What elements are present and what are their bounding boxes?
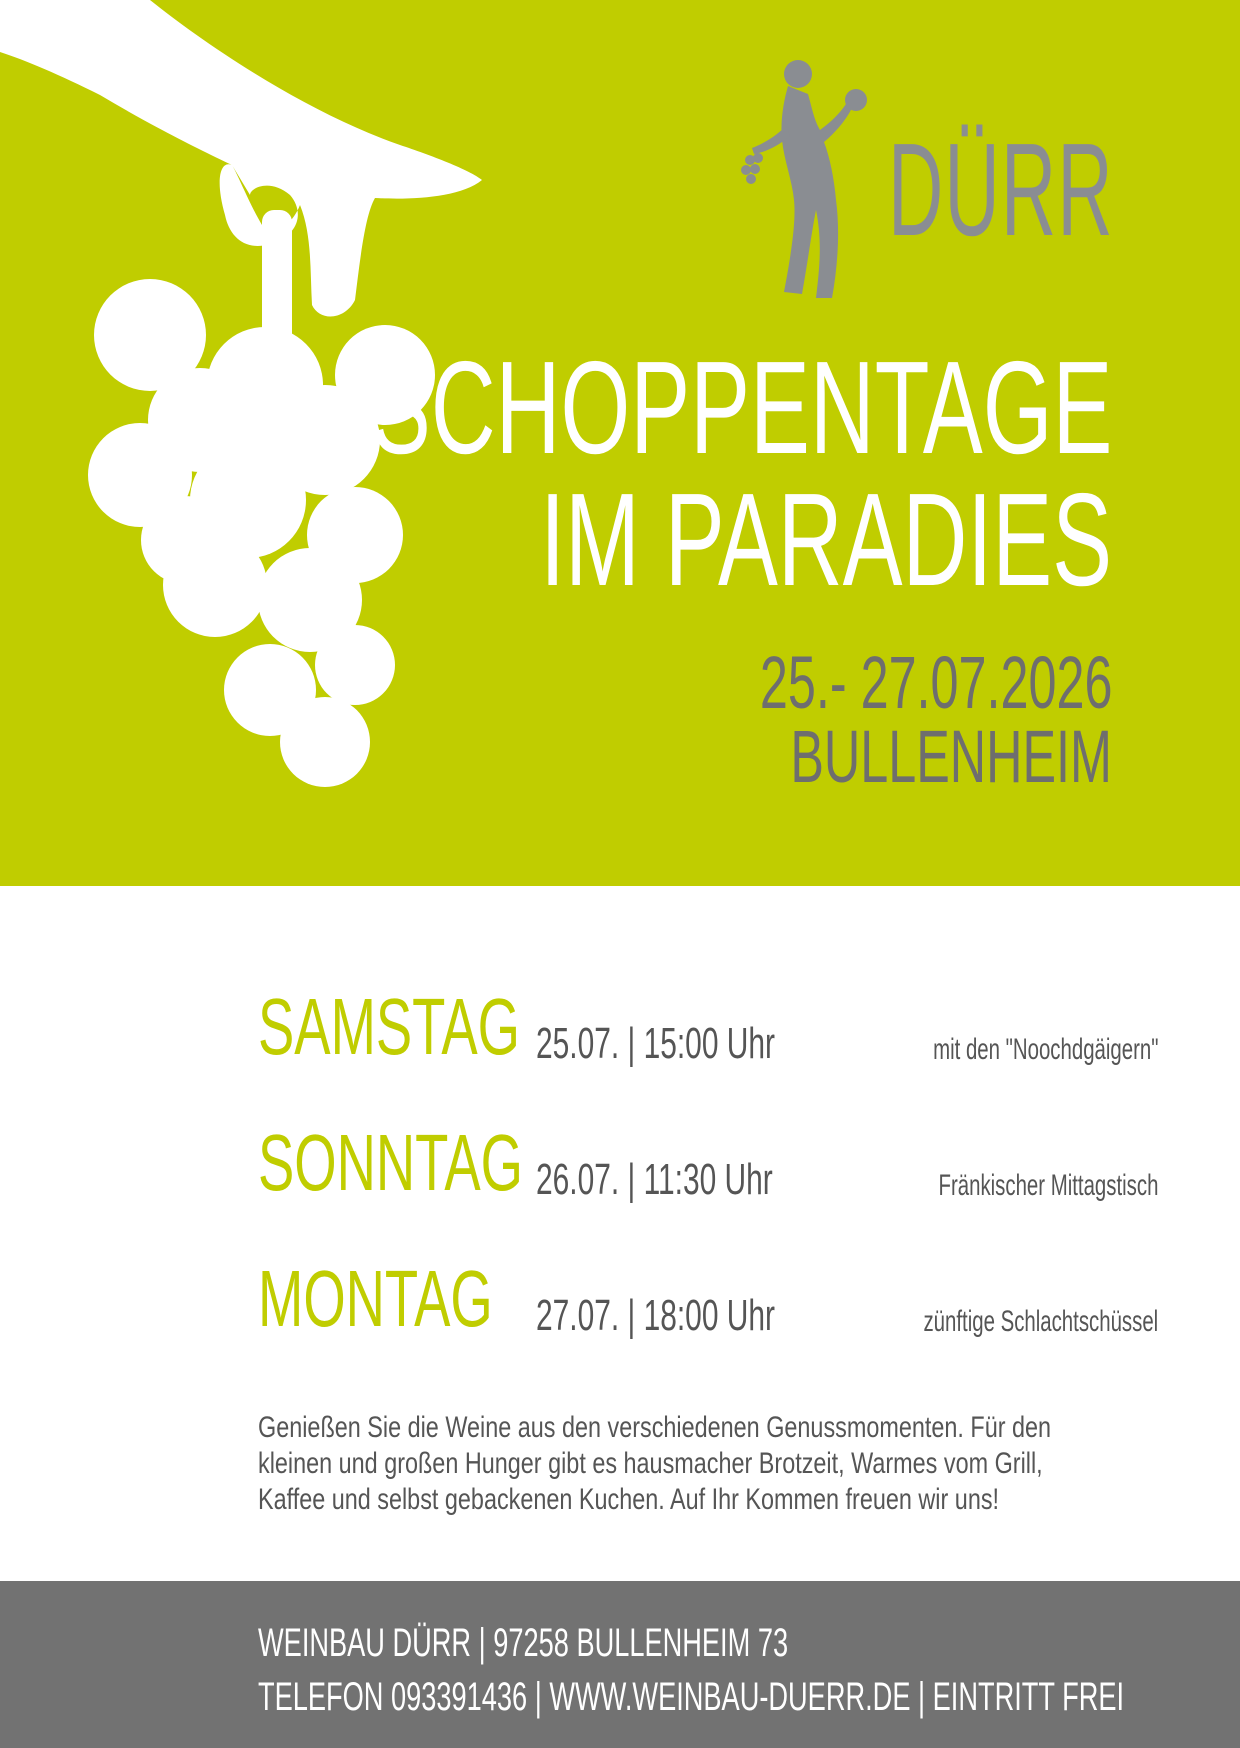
schedule-row-saturday xyxy=(258,982,1158,1121)
schedule-row-monday xyxy=(258,1254,1158,1393)
schedule-time: 26.07. | 11:30 Uhr xyxy=(536,1155,773,1204)
footer-contact-bar xyxy=(0,1581,1240,1748)
schedule xyxy=(258,982,1158,1393)
event-date-place xyxy=(594,641,1112,798)
schedule-day: SONNTAG xyxy=(258,1118,523,1207)
title-line-1: SCHOPPENTAGE xyxy=(370,334,1112,481)
schedule-row-sunday xyxy=(258,1118,1158,1257)
schedule-time: 27.07. | 18:00 Uhr xyxy=(536,1291,775,1340)
description-line-2: kleinen und großen Hunger gibt es hausmacher Brotzeit, Warmes vom Grill, xyxy=(258,1447,1043,1480)
schedule-time: 25.07. | 15:00 Uhr xyxy=(536,1019,775,1068)
schedule-day: SAMSTAG xyxy=(258,982,520,1071)
event-date: 25.- 27.07.2026 xyxy=(759,641,1112,724)
schedule-note: mit den "Noochdgäigern" xyxy=(932,1033,1158,1066)
event-description xyxy=(258,1410,1147,1518)
footer-contact: TELEFON 093391436 | WWW.WEINBAU-DUERR.DE | EINTRITT FREI xyxy=(258,1675,1125,1719)
brand-name: DÜRR xyxy=(888,116,1114,263)
description-line-1: Genießen Sie die Weine aus den verschiedenen Genussmomenten. Für den xyxy=(258,1411,1052,1444)
footer-address: WEINBAU DÜRR | 97258 BULLENHEIM 73 xyxy=(258,1621,789,1665)
description-line-3: Kaffee und selbst gebackenen Kuchen. Auf Ihr Kommen freuen wir uns! xyxy=(258,1483,1000,1516)
event-place: BULLENHEIM xyxy=(790,715,1112,798)
schedule-day: MONTAG xyxy=(258,1254,493,1343)
title-line-2: IM PARADIES xyxy=(540,466,1112,613)
event-title xyxy=(22,334,1112,613)
brand-logo xyxy=(740,60,1120,305)
eve-figure-icon xyxy=(740,60,870,300)
schedule-note: zünftige Schlachtschüssel xyxy=(923,1305,1158,1338)
schedule-note: Fränkischer Mittagstisch xyxy=(938,1169,1158,1202)
